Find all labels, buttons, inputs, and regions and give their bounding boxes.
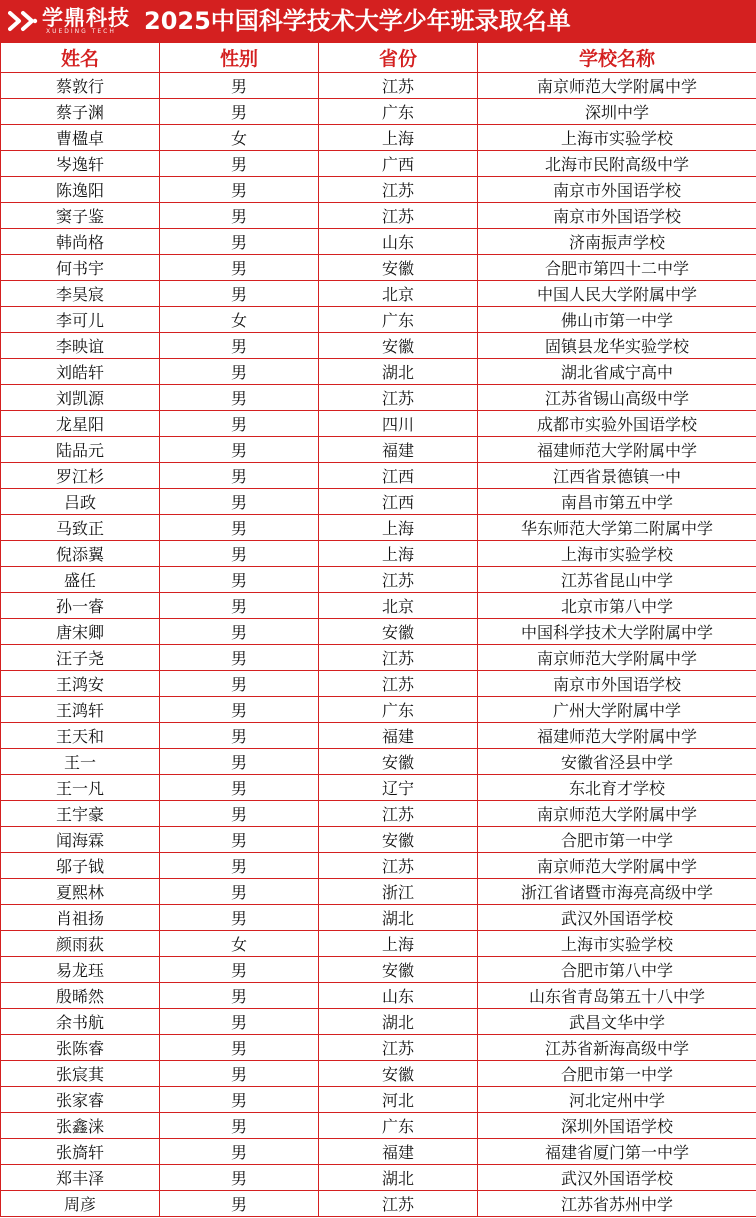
cell-gender: 男 — [160, 619, 319, 645]
table-row — [1, 385, 756, 411]
cell-province: 四川 — [319, 411, 478, 437]
table-row — [1, 125, 756, 151]
table-row — [1, 437, 756, 463]
cell-gender: 男 — [160, 671, 319, 697]
cell-school: 合肥市第一中学 — [478, 1061, 756, 1087]
cell-name: 曹楹卓 — [1, 125, 160, 151]
brand-logo — [8, 0, 130, 42]
cell-school: 武汉外国语学校 — [478, 905, 756, 931]
cell-gender: 女 — [160, 307, 319, 333]
admission-table — [0, 42, 756, 1217]
table-row — [1, 567, 756, 593]
cell-gender: 男 — [160, 1113, 319, 1139]
cell-province: 江苏 — [319, 1191, 478, 1217]
brand-logo-icon — [8, 10, 38, 32]
cell-school: 南昌市第五中学 — [478, 489, 756, 515]
cell-gender: 男 — [160, 177, 319, 203]
cell-province: 上海 — [319, 125, 478, 151]
cell-gender: 男 — [160, 203, 319, 229]
table-row — [1, 593, 756, 619]
cell-gender: 男 — [160, 1139, 319, 1165]
cell-gender: 男 — [160, 73, 319, 99]
cell-name: 张家睿 — [1, 1087, 160, 1113]
cell-school: 南京市外国语学校 — [478, 177, 756, 203]
cell-school: 上海市实验学校 — [478, 541, 756, 567]
cell-school: 福建师范大学附属中学 — [478, 437, 756, 463]
cell-name: 陈逸阳 — [1, 177, 160, 203]
table-row — [1, 619, 756, 645]
cell-province: 江苏 — [319, 385, 478, 411]
cell-school: 南京师范大学附属中学 — [478, 853, 756, 879]
cell-school: 山东省青岛第五十八中学 — [478, 983, 756, 1009]
cell-name: 夏熙林 — [1, 879, 160, 905]
cell-province: 湖北 — [319, 905, 478, 931]
cell-name: 李映谊 — [1, 333, 160, 359]
cell-province: 江苏 — [319, 801, 478, 827]
table-row — [1, 1191, 756, 1217]
cell-name: 刘凯源 — [1, 385, 160, 411]
page-title: 2025中国科学技术大学少年班录取名单 — [144, 7, 571, 35]
cell-school: 合肥市第一中学 — [478, 827, 756, 853]
cell-province: 上海 — [319, 931, 478, 957]
table-row — [1, 99, 756, 125]
column-header-name: 姓名 — [1, 43, 160, 73]
cell-gender: 男 — [160, 801, 319, 827]
cell-name: 肖祖扬 — [1, 905, 160, 931]
table-row — [1, 541, 756, 567]
cell-province: 湖北 — [319, 359, 478, 385]
cell-school: 上海市实验学校 — [478, 931, 756, 957]
brand-name-en: XUEDING TECH — [46, 28, 116, 35]
cell-province: 江苏 — [319, 671, 478, 697]
table-row — [1, 853, 756, 879]
cell-school: 湖北省咸宁高中 — [478, 359, 756, 385]
cell-gender: 男 — [160, 99, 319, 125]
cell-name: 韩尚格 — [1, 229, 160, 255]
cell-province: 北京 — [319, 281, 478, 307]
cell-name: 汪子尧 — [1, 645, 160, 671]
cell-name: 易龙珏 — [1, 957, 160, 983]
cell-gender: 男 — [160, 879, 319, 905]
cell-name: 王天和 — [1, 723, 160, 749]
cell-name: 邬子钺 — [1, 853, 160, 879]
brand-name: 学鼎科技 — [42, 5, 130, 30]
cell-gender: 男 — [160, 1087, 319, 1113]
cell-school: 浙江省诸暨市海亮高级中学 — [478, 879, 756, 905]
cell-name: 张宸萁 — [1, 1061, 160, 1087]
table-row — [1, 255, 756, 281]
table-row — [1, 1035, 756, 1061]
cell-province: 福建 — [319, 437, 478, 463]
table-row — [1, 411, 756, 437]
cell-gender: 女 — [160, 125, 319, 151]
cell-province: 山东 — [319, 229, 478, 255]
table-row — [1, 957, 756, 983]
cell-name: 马致正 — [1, 515, 160, 541]
cell-gender: 男 — [160, 281, 319, 307]
column-header-province: 省份 — [319, 43, 478, 73]
cell-province: 安徽 — [319, 1061, 478, 1087]
cell-province: 安徽 — [319, 957, 478, 983]
cell-school: 南京市外国语学校 — [478, 203, 756, 229]
cell-school: 福建省厦门第一中学 — [478, 1139, 756, 1165]
cell-school: 中国科学技术大学附属中学 — [478, 619, 756, 645]
cell-school: 南京市外国语学校 — [478, 671, 756, 697]
table-row — [1, 671, 756, 697]
cell-name: 张陈睿 — [1, 1035, 160, 1061]
cell-province: 江苏 — [319, 567, 478, 593]
cell-gender: 男 — [160, 567, 319, 593]
cell-gender: 男 — [160, 463, 319, 489]
table-row — [1, 281, 756, 307]
cell-name: 何书宇 — [1, 255, 160, 281]
cell-gender: 男 — [160, 1191, 319, 1217]
cell-name: 王鸿安 — [1, 671, 160, 697]
table-row — [1, 151, 756, 177]
cell-school: 北海市民附高级中学 — [478, 151, 756, 177]
cell-school: 深圳外国语学校 — [478, 1113, 756, 1139]
cell-name: 罗江杉 — [1, 463, 160, 489]
cell-school: 南京师范大学附属中学 — [478, 73, 756, 99]
cell-school: 中国人民大学附属中学 — [478, 281, 756, 307]
title-banner — [0, 0, 756, 42]
cell-name: 盛任 — [1, 567, 160, 593]
cell-gender: 男 — [160, 723, 319, 749]
cell-province: 广东 — [319, 697, 478, 723]
table-row — [1, 905, 756, 931]
cell-school: 东北育才学校 — [478, 775, 756, 801]
cell-school: 济南振声学校 — [478, 229, 756, 255]
cell-province: 江西 — [319, 489, 478, 515]
cell-gender: 男 — [160, 957, 319, 983]
cell-province: 安徽 — [319, 827, 478, 853]
cell-gender: 男 — [160, 229, 319, 255]
cell-province: 广东 — [319, 307, 478, 333]
cell-name: 殷晞然 — [1, 983, 160, 1009]
cell-gender: 男 — [160, 1061, 319, 1087]
table-row — [1, 983, 756, 1009]
cell-province: 上海 — [319, 541, 478, 567]
table-row — [1, 879, 756, 905]
table-row — [1, 931, 756, 957]
cell-name: 唐宋卿 — [1, 619, 160, 645]
cell-school: 武昌文华中学 — [478, 1009, 756, 1035]
table-header-row — [1, 43, 756, 73]
cell-school: 江西省景德镇一中 — [478, 463, 756, 489]
cell-province: 江苏 — [319, 73, 478, 99]
table-row — [1, 1139, 756, 1165]
cell-gender: 男 — [160, 437, 319, 463]
cell-name: 王一 — [1, 749, 160, 775]
cell-school: 固镇县龙华实验学校 — [478, 333, 756, 359]
cell-school: 北京市第八中学 — [478, 593, 756, 619]
cell-gender: 男 — [160, 515, 319, 541]
cell-name: 陆品元 — [1, 437, 160, 463]
cell-gender: 男 — [160, 255, 319, 281]
table-row — [1, 697, 756, 723]
cell-gender: 男 — [160, 749, 319, 775]
cell-province: 江苏 — [319, 203, 478, 229]
table-row — [1, 359, 756, 385]
table-row — [1, 489, 756, 515]
cell-gender: 男 — [160, 1165, 319, 1191]
cell-name: 刘皓轩 — [1, 359, 160, 385]
cell-province: 江苏 — [319, 177, 478, 203]
table-row — [1, 1113, 756, 1139]
cell-province: 广西 — [319, 151, 478, 177]
cell-school: 成都市实验外国语学校 — [478, 411, 756, 437]
table-row — [1, 775, 756, 801]
cell-school: 南京师范大学附属中学 — [478, 645, 756, 671]
cell-name: 周彦 — [1, 1191, 160, 1217]
cell-gender: 男 — [160, 385, 319, 411]
cell-province: 安徽 — [319, 333, 478, 359]
cell-gender: 男 — [160, 827, 319, 853]
cell-name: 李可儿 — [1, 307, 160, 333]
column-header-school: 学校名称 — [478, 43, 756, 73]
table-row — [1, 827, 756, 853]
cell-gender: 男 — [160, 593, 319, 619]
cell-name: 倪添翼 — [1, 541, 160, 567]
cell-province: 江西 — [319, 463, 478, 489]
table-row — [1, 177, 756, 203]
table-row — [1, 1009, 756, 1035]
cell-school: 江苏省昆山中学 — [478, 567, 756, 593]
cell-province: 安徽 — [319, 255, 478, 281]
table-row — [1, 1061, 756, 1087]
cell-school: 合肥市第四十二中学 — [478, 255, 756, 281]
cell-gender: 男 — [160, 1035, 319, 1061]
cell-province: 河北 — [319, 1087, 478, 1113]
cell-province: 江苏 — [319, 1035, 478, 1061]
cell-name: 吕政 — [1, 489, 160, 515]
cell-school: 广州大学附属中学 — [478, 697, 756, 723]
cell-name: 张鑫涞 — [1, 1113, 160, 1139]
cell-school: 合肥市第八中学 — [478, 957, 756, 983]
table-body — [1, 73, 756, 1217]
table-row — [1, 515, 756, 541]
cell-province: 湖北 — [319, 1009, 478, 1035]
cell-name: 王宇豪 — [1, 801, 160, 827]
cell-name: 张旖轩 — [1, 1139, 160, 1165]
cell-province: 江苏 — [319, 853, 478, 879]
cell-province: 安徽 — [319, 749, 478, 775]
cell-gender: 男 — [160, 775, 319, 801]
cell-name: 王鸿轩 — [1, 697, 160, 723]
cell-school: 江苏省新海高级中学 — [478, 1035, 756, 1061]
cell-name: 窦子鉴 — [1, 203, 160, 229]
cell-gender: 女 — [160, 931, 319, 957]
cell-province: 广东 — [319, 99, 478, 125]
cell-province: 浙江 — [319, 879, 478, 905]
cell-gender: 男 — [160, 983, 319, 1009]
cell-school: 华东师范大学第二附属中学 — [478, 515, 756, 541]
cell-gender: 男 — [160, 151, 319, 177]
table-row — [1, 801, 756, 827]
cell-school: 安徽省泾县中学 — [478, 749, 756, 775]
cell-province: 广东 — [319, 1113, 478, 1139]
table-row — [1, 749, 756, 775]
cell-province: 湖北 — [319, 1165, 478, 1191]
cell-province: 福建 — [319, 723, 478, 749]
table-row — [1, 333, 756, 359]
cell-name: 岑逸轩 — [1, 151, 160, 177]
cell-school: 江苏省苏州中学 — [478, 1191, 756, 1217]
cell-name: 孙一睿 — [1, 593, 160, 619]
cell-name: 龙星阳 — [1, 411, 160, 437]
cell-school: 河北定州中学 — [478, 1087, 756, 1113]
table-row — [1, 723, 756, 749]
cell-province: 山东 — [319, 983, 478, 1009]
cell-gender: 男 — [160, 645, 319, 671]
table-row — [1, 1165, 756, 1191]
cell-name: 郑丰泽 — [1, 1165, 160, 1191]
cell-province: 福建 — [319, 1139, 478, 1165]
cell-school: 江苏省锡山高级中学 — [478, 385, 756, 411]
cell-name: 蔡敦行 — [1, 73, 160, 99]
cell-name: 蔡子渊 — [1, 99, 160, 125]
cell-gender: 男 — [160, 905, 319, 931]
column-header-gender: 性别 — [160, 43, 319, 73]
cell-school: 武汉外国语学校 — [478, 1165, 756, 1191]
table-row — [1, 463, 756, 489]
cell-school: 南京师范大学附属中学 — [478, 801, 756, 827]
cell-province: 北京 — [319, 593, 478, 619]
cell-province: 辽宁 — [319, 775, 478, 801]
cell-school: 佛山市第一中学 — [478, 307, 756, 333]
cell-province: 上海 — [319, 515, 478, 541]
cell-province: 江苏 — [319, 645, 478, 671]
cell-name: 颜雨荻 — [1, 931, 160, 957]
cell-gender: 男 — [160, 489, 319, 515]
table-row — [1, 1087, 756, 1113]
table-row — [1, 645, 756, 671]
cell-gender: 男 — [160, 333, 319, 359]
cell-school: 深圳中学 — [478, 99, 756, 125]
cell-name: 李昊宸 — [1, 281, 160, 307]
cell-name: 王一凡 — [1, 775, 160, 801]
table-row — [1, 203, 756, 229]
cell-gender: 男 — [160, 359, 319, 385]
cell-gender: 男 — [160, 541, 319, 567]
cell-gender: 男 — [160, 697, 319, 723]
cell-name: 余书航 — [1, 1009, 160, 1035]
cell-gender: 男 — [160, 853, 319, 879]
cell-school: 上海市实验学校 — [478, 125, 756, 151]
table-row — [1, 307, 756, 333]
cell-name: 闻海霖 — [1, 827, 160, 853]
cell-gender: 男 — [160, 1009, 319, 1035]
cell-province: 安徽 — [319, 619, 478, 645]
table-row — [1, 229, 756, 255]
table-row — [1, 73, 756, 99]
cell-gender: 男 — [160, 411, 319, 437]
cell-school: 福建师范大学附属中学 — [478, 723, 756, 749]
